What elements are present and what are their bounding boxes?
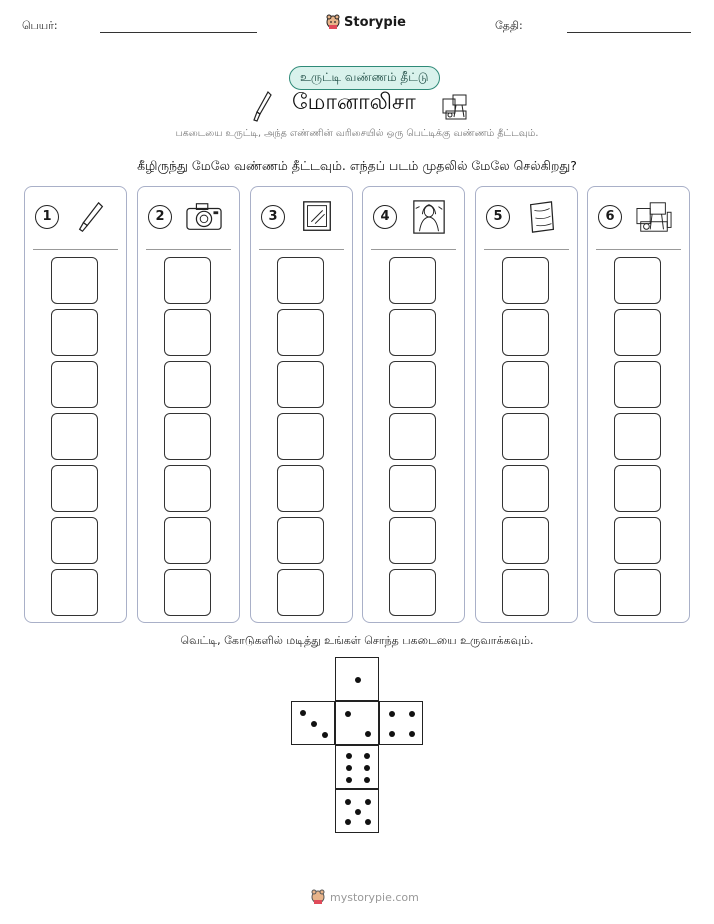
- subtitle: பகடையை உருட்டி, அந்த எண்ணின் வரிசையில் ஒரு பெட்டிக்கு வண்ணம் தீட்டவும்.: [175, 128, 539, 139]
- art-supplies-icon: [634, 199, 674, 235]
- color-box[interactable]: [51, 257, 98, 304]
- dice-pip: [389, 731, 395, 737]
- color-box[interactable]: [614, 465, 661, 512]
- color-box[interactable]: [51, 361, 98, 408]
- color-box[interactable]: [51, 517, 98, 564]
- dice-pip: [300, 710, 306, 716]
- name-label: பெயர்:: [22, 19, 58, 32]
- frame-icon: [297, 199, 337, 235]
- column-divider: [596, 249, 681, 250]
- dice-face-1: [335, 657, 379, 701]
- column-number: 6: [598, 205, 622, 229]
- color-box[interactable]: [51, 309, 98, 356]
- color-box[interactable]: [164, 465, 211, 512]
- color-box[interactable]: [502, 465, 549, 512]
- color-box[interactable]: [502, 517, 549, 564]
- color-box[interactable]: [614, 309, 661, 356]
- dice-pip: [322, 732, 328, 738]
- dice-pip: [365, 799, 371, 805]
- color-box[interactable]: [51, 413, 98, 460]
- color-box[interactable]: [389, 361, 436, 408]
- column-4: [362, 186, 465, 623]
- column-number: 4: [373, 205, 397, 229]
- dice-pip: [409, 731, 415, 737]
- column-5: [475, 186, 578, 623]
- dice-pip: [389, 711, 395, 717]
- color-box[interactable]: [164, 517, 211, 564]
- column-number: 5: [486, 205, 510, 229]
- column-divider: [146, 249, 231, 250]
- column-divider: [33, 249, 118, 250]
- color-box[interactable]: [502, 361, 549, 408]
- color-box[interactable]: [164, 361, 211, 408]
- color-box[interactable]: [389, 517, 436, 564]
- color-box[interactable]: [277, 413, 324, 460]
- mona-lisa-portrait-icon: [409, 199, 449, 235]
- dice-pip: [345, 799, 351, 805]
- color-box[interactable]: [614, 361, 661, 408]
- color-box[interactable]: [614, 569, 661, 616]
- dice-face-5: [335, 789, 379, 833]
- column-number: 2: [148, 205, 172, 229]
- activity-pill: உருட்டி வண்ணம் தீட்டு: [289, 66, 440, 90]
- dice-face-2: [335, 701, 379, 745]
- dice-pip: [346, 777, 352, 783]
- footer: [311, 889, 419, 905]
- footer-url[interactable]: mystorypie.com: [330, 890, 419, 904]
- dice-pip: [365, 731, 371, 737]
- color-box[interactable]: [164, 257, 211, 304]
- dice-pip: [364, 777, 370, 783]
- dice-pip: [409, 711, 415, 717]
- column-number: 3: [261, 205, 285, 229]
- color-box[interactable]: [502, 309, 549, 356]
- paintbrush-icon: [252, 90, 274, 124]
- color-box[interactable]: [389, 465, 436, 512]
- brand-logo: [326, 14, 406, 30]
- question: கீழிருந்து மேலே வண்ணம் தீட்டவும். எந்தப் படம் முதலில் மேலே செல்கிறது?: [137, 158, 577, 173]
- dice-pip: [346, 753, 352, 759]
- dice-pip: [346, 765, 352, 771]
- color-box[interactable]: [164, 413, 211, 460]
- color-box[interactable]: [277, 257, 324, 304]
- dice-pip: [345, 819, 351, 825]
- date-label: தேதி:: [495, 19, 523, 32]
- color-box[interactable]: [51, 465, 98, 512]
- color-box[interactable]: [502, 413, 549, 460]
- color-box[interactable]: [389, 257, 436, 304]
- dice-pip: [345, 711, 351, 717]
- column-divider: [371, 249, 456, 250]
- column-6: [587, 186, 690, 623]
- dice-pip: [364, 753, 370, 759]
- color-box[interactable]: [164, 569, 211, 616]
- color-box[interactable]: [614, 413, 661, 460]
- color-box[interactable]: [164, 309, 211, 356]
- color-box[interactable]: [502, 257, 549, 304]
- dice-pip: [364, 765, 370, 771]
- color-box[interactable]: [51, 569, 98, 616]
- column-divider: [259, 249, 344, 250]
- wooden-board-icon: [522, 199, 562, 235]
- column-divider: [484, 249, 569, 250]
- storypie-mascot-icon: [326, 14, 340, 30]
- color-box[interactable]: [614, 517, 661, 564]
- color-box[interactable]: [277, 517, 324, 564]
- page-title: மோனாலிசா: [292, 90, 416, 115]
- dice-face-4: [379, 701, 423, 745]
- column-number: 1: [35, 205, 59, 229]
- color-box[interactable]: [614, 257, 661, 304]
- brand-name: Storypie: [344, 14, 406, 30]
- cut-instruction: வெட்டி, கோடுகளில் மடித்து உங்கள் சொந்த பகடையை உருவாக்கவும்.: [180, 634, 534, 647]
- date-field-line[interactable]: [567, 32, 691, 33]
- color-box[interactable]: [389, 309, 436, 356]
- paintbrush-icon: [71, 199, 111, 235]
- color-box[interactable]: [277, 569, 324, 616]
- color-box[interactable]: [277, 361, 324, 408]
- color-box[interactable]: [502, 569, 549, 616]
- dice-face-3: [291, 701, 335, 745]
- column-1: [24, 186, 127, 623]
- column-2: [137, 186, 240, 623]
- column-3: [250, 186, 353, 623]
- dice-pip: [311, 721, 317, 727]
- dice-pip: [355, 677, 361, 683]
- art-supplies-icon: [440, 91, 470, 121]
- dice-pip: [365, 819, 371, 825]
- name-field-line[interactable]: [100, 32, 257, 33]
- color-box[interactable]: [277, 309, 324, 356]
- dice-face-6: [335, 745, 379, 789]
- dice-pip: [355, 809, 361, 815]
- camera-icon: [184, 199, 224, 235]
- color-box[interactable]: [277, 465, 324, 512]
- storypie-mascot-icon: [311, 889, 325, 905]
- color-box[interactable]: [389, 569, 436, 616]
- color-box[interactable]: [389, 413, 436, 460]
